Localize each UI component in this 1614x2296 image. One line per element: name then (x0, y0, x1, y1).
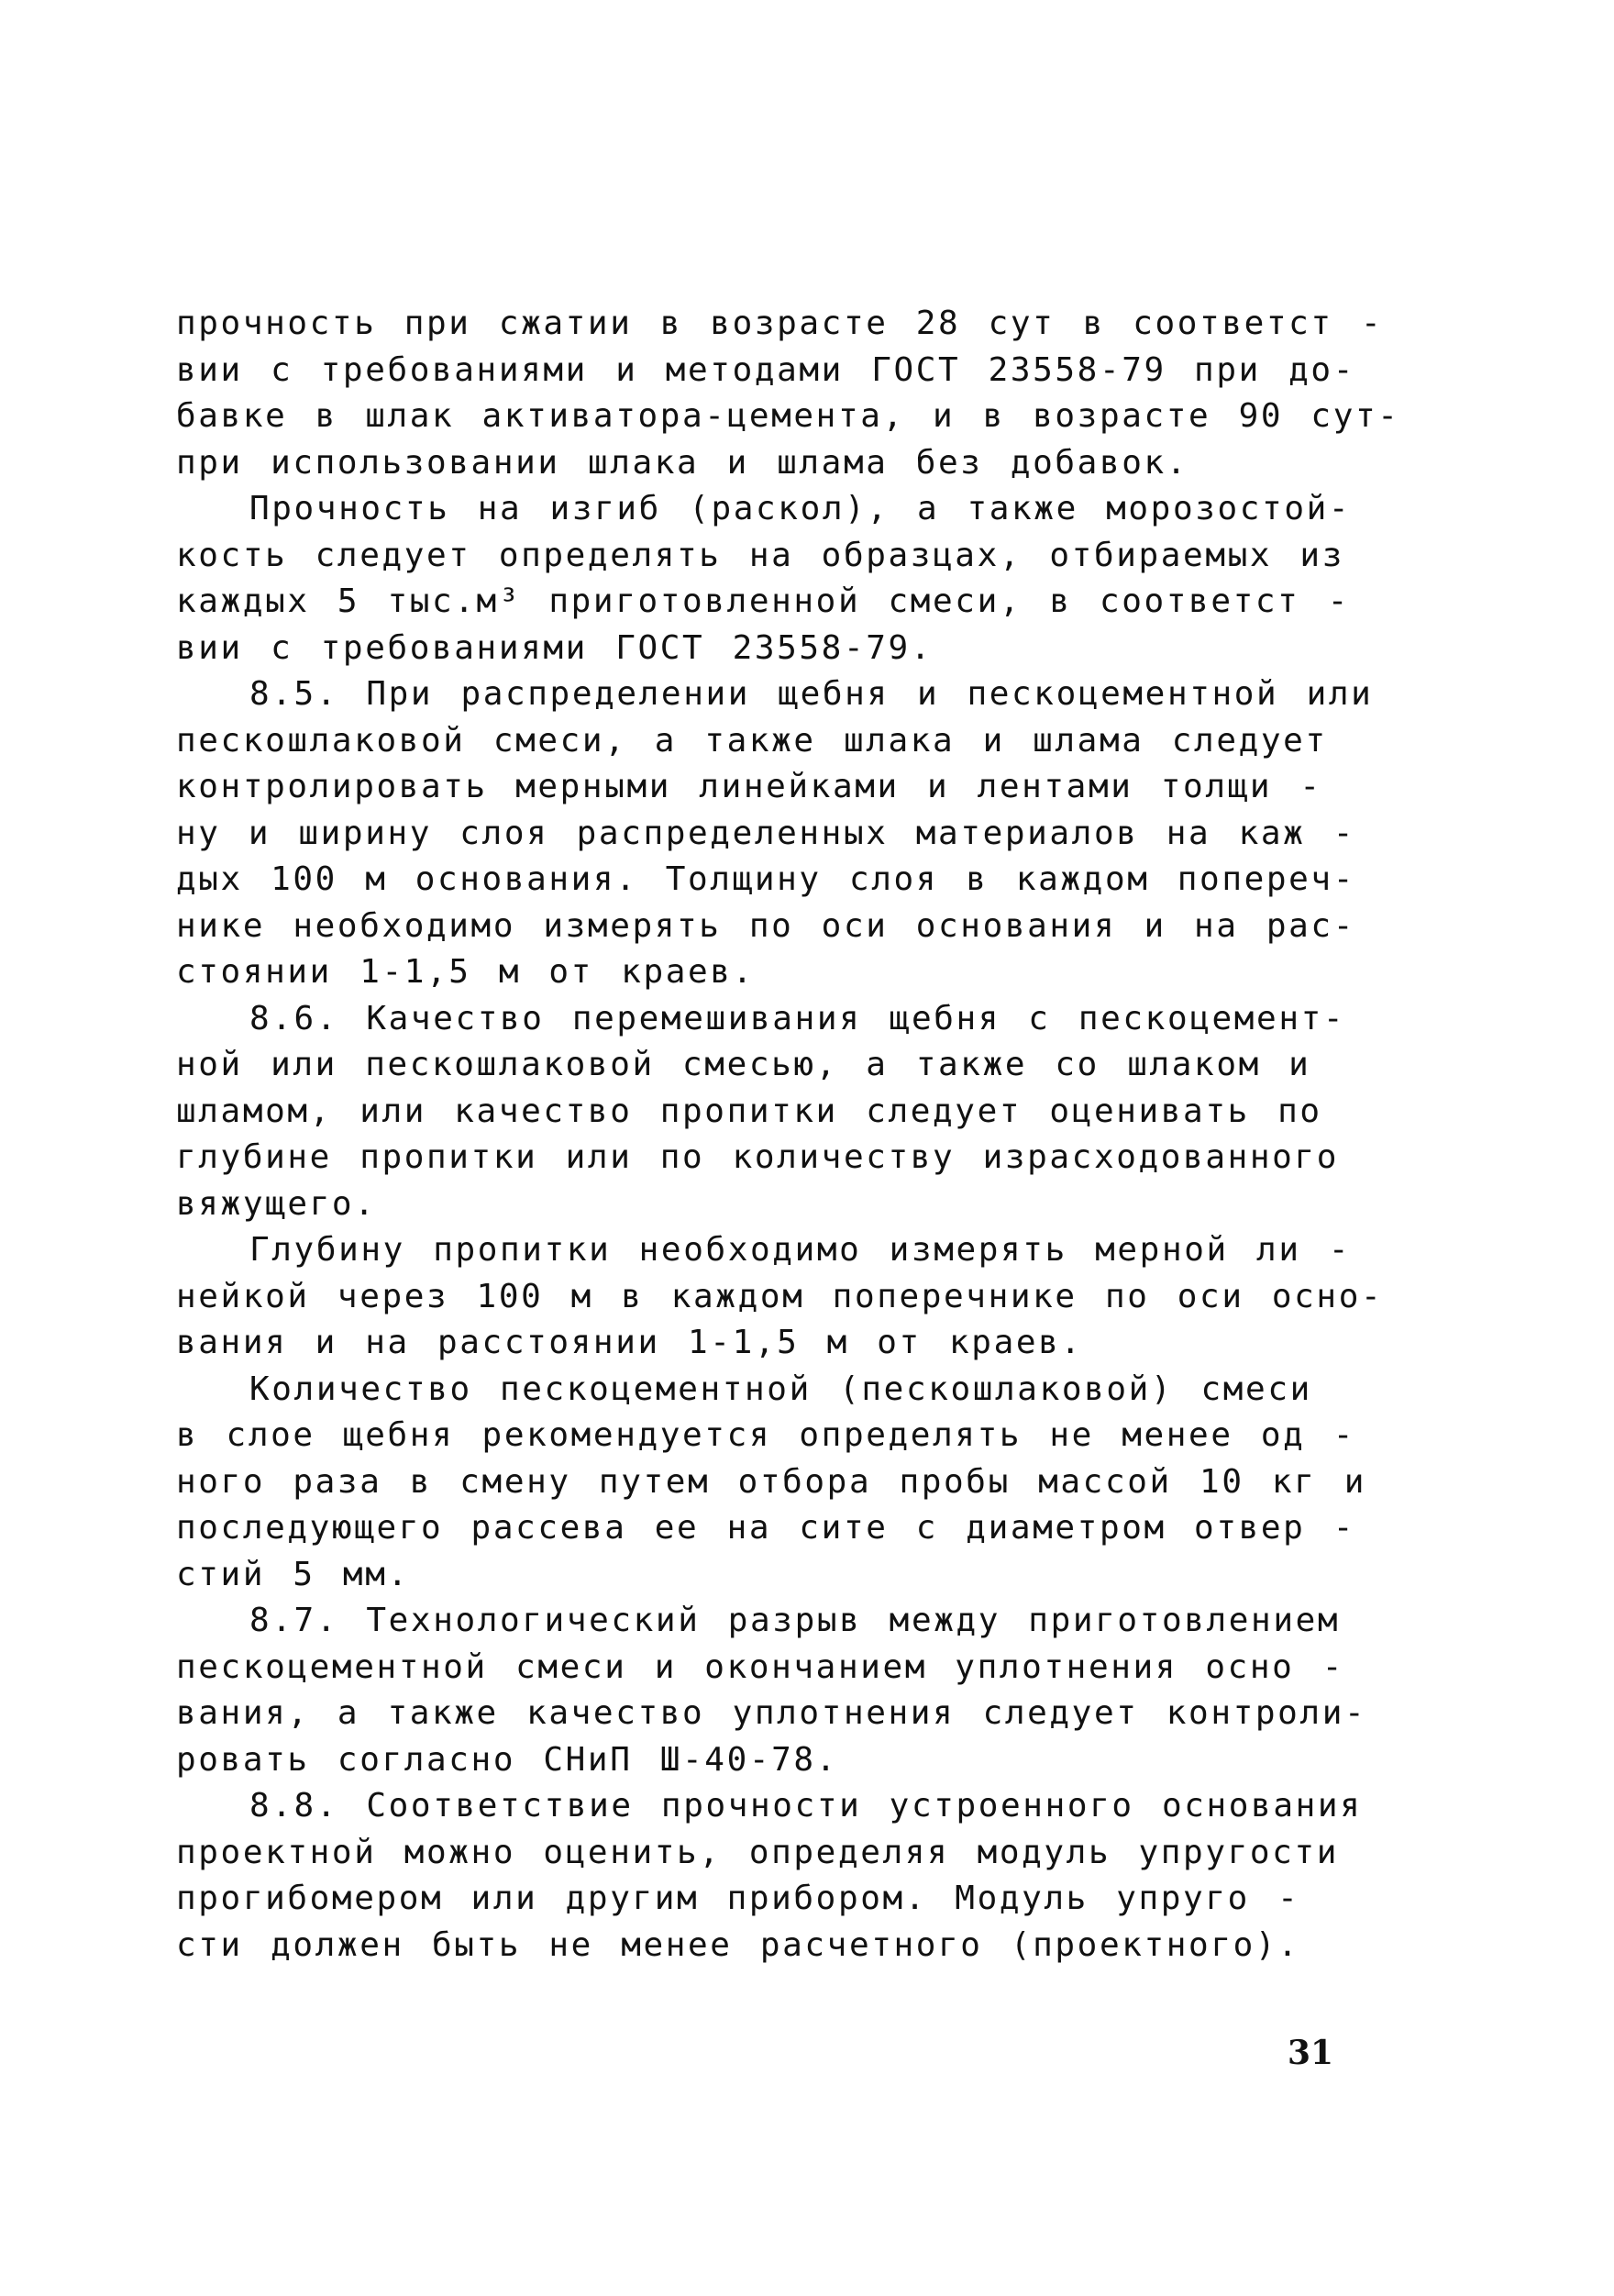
text-line: прогибомером или другим прибором. Модуль упруго - (176, 1880, 1300, 1917)
text-line: контролировать мерными линейками и лентами толщи - (176, 768, 1322, 805)
text-line: пескошлаковой смеси, а также шлака и шлама следует (176, 721, 1328, 760)
text-line: стоянии 1-1,5 м от краев. (176, 953, 755, 991)
text-line: ного раза в смену путем отбора пробы массой 10 кг и (176, 1462, 1366, 1501)
text-line: Количество пескоцементной (пескошлаковой) смеси (249, 1370, 1312, 1408)
text-line: Прочность на изгиб (раскол), а также морозостой- (249, 490, 1352, 527)
text-line: глубине пропитки или по количеству израсходованного (176, 1138, 1339, 1176)
text-line: 8.8. Соответствие прочности устроенного основания (249, 1787, 1363, 1825)
text-line: проектной можно оценить, определяя модуль упругости (176, 1833, 1339, 1871)
text-line: ну и ширину слоя распределенных материалов на каж - (176, 814, 1355, 852)
text-line: 8.7. Технологический разрыв между приготовлением (249, 1602, 1341, 1639)
text-line: прочность при сжатии в возрасте 28 сут в соответст - (176, 305, 1384, 342)
text-line: сти должен быть не менее расчетного (проектного). (176, 1925, 1300, 1964)
text-line: шламом, или качество пропитки следует оценивать по (176, 1092, 1322, 1130)
text-line: вии с требованиями ГОСТ 23558-79. (176, 628, 934, 667)
text-line: последующего рассева ее на сите с диаметром отвер - (176, 1509, 1355, 1547)
text-line: нейкой через 100 м в каждом поперечнике по оси осно- (176, 1277, 1384, 1315)
text-line: 8.6. Качество перемешивания щебня с пескоцемент- (249, 999, 1346, 1037)
text-line: вания, а также качество уплотнения следует контроли- (176, 1694, 1367, 1732)
text-line: нике необходимо измерять по оси основания и на рас- (176, 906, 1355, 945)
text-line: вания и на расстоянии 1-1,5 м от краев. (176, 1324, 1083, 1361)
page-number: 31 (1288, 2034, 1334, 2072)
text-line: ровать согласно СНиП Ш-40-78. (176, 1740, 838, 1779)
text-line: бавке в шлак активатора-цемента, и в возрасте 90 сут- (176, 397, 1400, 435)
text-line: вии с требованиями и методами ГОСТ 23558-79 при до- (176, 350, 1355, 389)
text-line: дых 100 м основания. Толщину слоя в каждом попереч- (176, 860, 1355, 898)
text-line: 8.5. При распределении щебня и пескоцементной или (249, 675, 1374, 713)
text-line: пескоцементной смеси и окончанием уплотнения осно - (176, 1647, 1344, 1686)
text-line: при использовании шлака и шлама без добавок. (176, 443, 1189, 482)
text-line: кость следует определять на образцах, отбираемых из (176, 536, 1344, 574)
text-line: каждых 5 тыс.м³ приготовленной смеси, в соответст - (176, 582, 1350, 620)
text-line: вяжущего. (176, 1184, 377, 1223)
body-text (176, 301, 1400, 1969)
text-line: ной или пескошлаковой смесью, а также со шлаком и (176, 1046, 1311, 1083)
text-line: стий 5 мм. (176, 1555, 410, 1593)
text-line: Глубину пропитки необходимо измерять мерной ли - (249, 1231, 1352, 1269)
text-line: в слое щебня рекомендуется определять не менее од - (176, 1416, 1355, 1454)
